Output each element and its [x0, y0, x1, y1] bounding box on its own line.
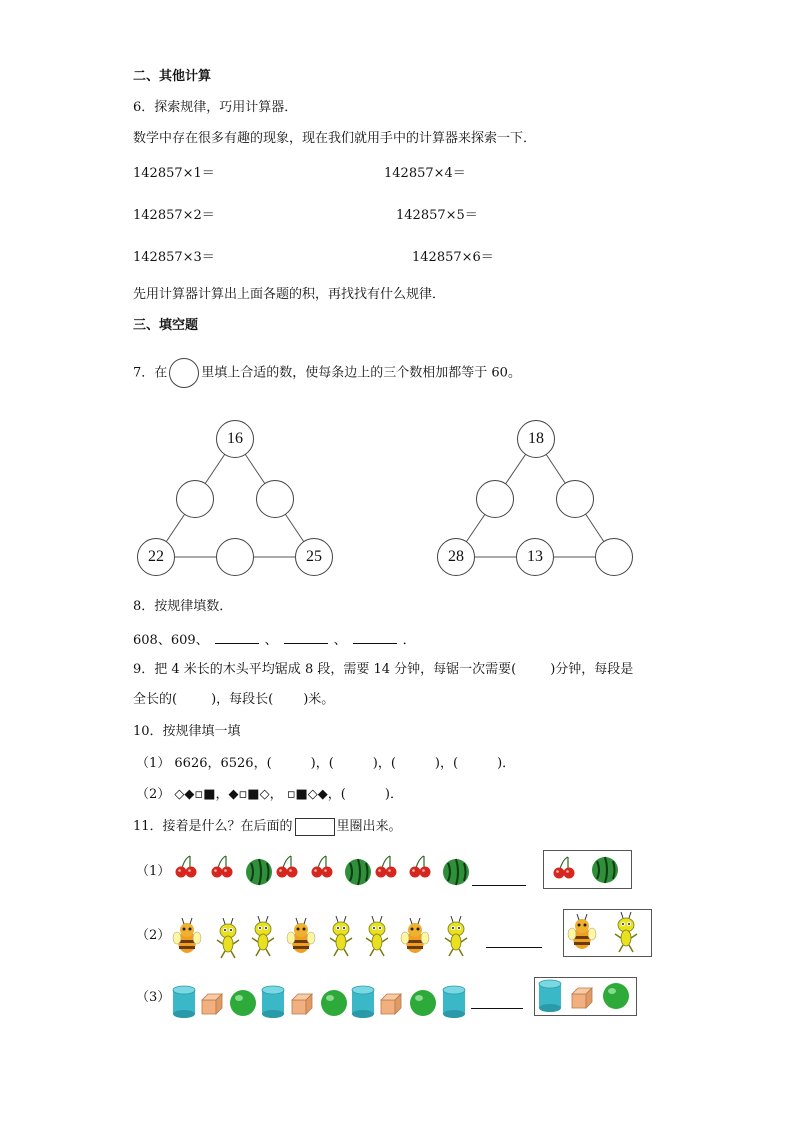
q9-text: 全长的(: [133, 692, 178, 707]
q8-sep: 、: [264, 633, 278, 648]
cherry-icon: [312, 856, 333, 878]
q8-start: 608、609、: [133, 633, 209, 648]
triangle2-left-circle: 28: [437, 538, 475, 576]
bee-icon: [287, 918, 315, 953]
question-6-intro: 数学中存在很多有趣的现象，现在我们就用手中的计算器来探索一下．: [133, 131, 537, 146]
question-6-title: 6．探索规律，巧用计算器．: [133, 100, 298, 115]
q8-sep: 、: [333, 633, 347, 648]
cylinder-icon: [173, 986, 195, 1018]
q9-text: 9．把 4 米长的木头平均锯成 8 段，需要 14 分钟，每锯一次需要(: [133, 662, 517, 677]
cube-icon: [202, 994, 222, 1014]
q9-text: )分钟，每段是: [550, 662, 634, 677]
bee-icon: [173, 918, 201, 953]
section-heading: 三、填空题: [133, 318, 199, 333]
cylinder-icon: [352, 986, 374, 1018]
question-10-part1: （1） 6626，6526，( )，( )，( )，( )．: [136, 756, 516, 771]
answer-line[interactable]: [486, 947, 542, 948]
equation: 142857×2＝: [133, 208, 215, 223]
cherry-icon: [376, 856, 397, 878]
section-heading: 二、其他计算: [133, 69, 212, 84]
choice-box[interactable]: [534, 977, 637, 1016]
equation: 142857×1＝: [133, 166, 215, 181]
cube-icon: [572, 988, 592, 1008]
cube-icon: [381, 994, 401, 1014]
ball-icon: [321, 990, 347, 1016]
equation: 142857×5＝: [396, 208, 478, 223]
cherry-icon: [277, 856, 298, 878]
equation: 142857×4＝: [384, 166, 466, 181]
q8-end: ．: [402, 633, 416, 648]
watermelon-icon: [592, 857, 618, 883]
triangle1-top-circle: 16: [216, 420, 254, 458]
q7-post: 里填上合适的数，使每条边上的三个数相加都等于 60。: [201, 365, 521, 381]
cherry-icon: [176, 856, 197, 878]
question-8-title: 8．按规律填数．: [133, 599, 233, 614]
choice-box[interactable]: [563, 909, 652, 957]
cylinder-icon: [262, 986, 284, 1018]
ball-icon: [410, 990, 436, 1016]
q9-text: )米。: [303, 692, 335, 707]
equation: 142857×6＝: [412, 250, 494, 265]
bug-icon: [252, 916, 274, 956]
cherry-icon: [410, 856, 431, 878]
ball-icon: [603, 983, 629, 1009]
triangle2-mid-circle: 13: [516, 538, 554, 576]
watermelon-icon: [443, 859, 469, 885]
triangle1-right-circle: 25: [295, 538, 333, 576]
cylinder-icon: [539, 980, 561, 1012]
question-10-title: 10．按规律填一填: [133, 724, 241, 739]
cube-icon: [292, 994, 312, 1014]
answer-line[interactable]: [472, 885, 526, 886]
q9-text: )，每段长(: [211, 692, 274, 707]
answer-line[interactable]: [471, 1008, 523, 1009]
bug-icon: [217, 918, 239, 958]
triangle2-top-circle: 18: [517, 420, 555, 458]
ball-icon: [230, 990, 256, 1016]
bug-icon: [330, 916, 352, 956]
equation: 142857×3＝: [133, 250, 215, 265]
q11-pre: 11．接着是什么？在后面的: [133, 819, 293, 834]
question-10-part2: （2） ◇◆▫■，◆▫■◇， ▫■◇◆，( )．: [136, 787, 403, 802]
row-label: （1）: [136, 864, 171, 879]
q11-post: 里圈出来。: [336, 819, 402, 834]
question-6-conclusion: 先用计算器计算出上面各题的积，再找找有什么规律．: [133, 287, 446, 302]
bug-icon: [445, 916, 467, 956]
bug-icon: [366, 916, 388, 956]
bee-icon: [568, 914, 596, 949]
row-label: （2）: [136, 928, 171, 943]
cylinder-icon: [443, 986, 465, 1018]
cherry-icon: [212, 856, 233, 878]
choice-box[interactable]: [543, 850, 632, 889]
watermelon-icon: [345, 859, 371, 885]
triangle1-left-circle: 22: [137, 538, 175, 576]
bee-icon: [401, 918, 429, 953]
cherry-icon: [554, 857, 575, 879]
bug-icon: [615, 912, 637, 952]
row-label: （3）: [136, 990, 171, 1005]
watermelon-icon: [246, 859, 272, 885]
q7-pre: 7．在: [133, 365, 168, 381]
